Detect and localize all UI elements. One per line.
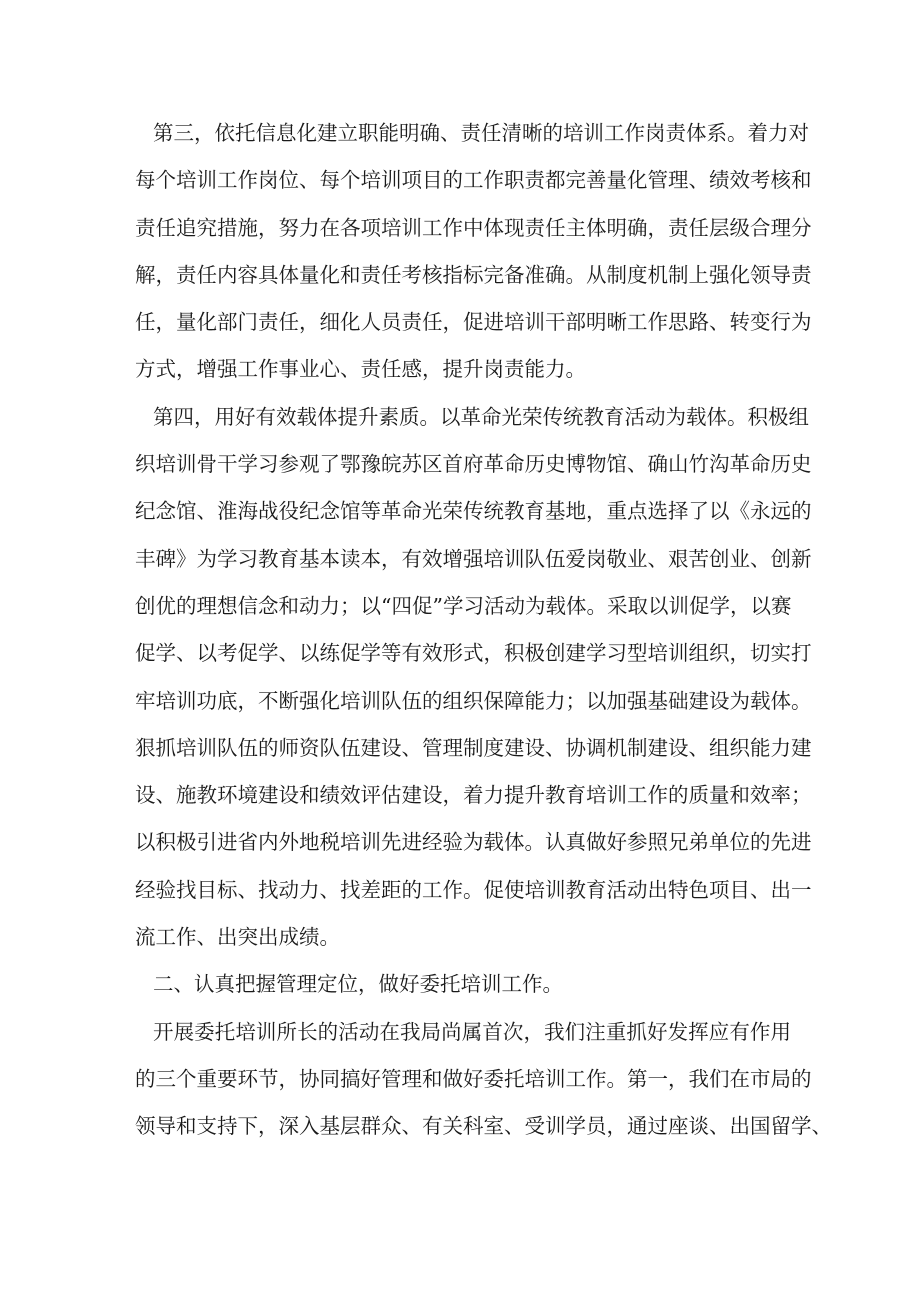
paragraph-line: 第三，依托信息化建立职能明确、责任清晰的培训工作岗责体系。着力对	[153, 121, 809, 145]
paragraph-line: 牢培训功底，不断强化培训队伍的组织保障能力；以加强基础建设为载体。	[135, 688, 812, 713]
paragraph-line: 责任追究措施，努力在各项培训工作中体现责任主体明确，责任层级合理分	[135, 215, 812, 240]
paragraph-line: 领导和支持下，深入基层群众、有关科室、受训学员，通过座谈、出国留学、	[135, 1114, 832, 1139]
paragraph-line: 经验找目标、找动力、找差距的工作。促使培训教育活动出特色项目、出一	[135, 877, 812, 902]
paragraph-line: 开展委托培训所长的活动在我局尚属首次，我们注重抓好发挥应有作用	[153, 1019, 791, 1044]
paragraph-line: 方式，增强工作事业心、责任感，提升岗责能力。	[135, 357, 586, 382]
paragraph-line: 的三个重要环节，协同搞好管理和做好委托培训工作。第一，我们在市局的	[135, 1066, 812, 1091]
paragraph-line: 创优的理想信念和动力；以“四促”学习活动为载体。采取以训促学，以赛	[135, 593, 792, 618]
paragraph-line: 流工作、出突出成绩。	[135, 925, 340, 950]
paragraph-line: 设、施教环境建设和绩效评估建设，着力提升教育培训工作的质量和效率；	[135, 783, 812, 808]
paragraph-line: 以积极引进省内外地税培训先进经验为载体。认真做好参照兄弟单位的先进	[135, 830, 812, 855]
paragraph-line: 织培训骨干学习参观了鄂豫皖苏区首府革命历史博物馆、确山竹沟革命历史	[135, 452, 812, 477]
paragraph-line: 促学、以考促学、以练促学等有效形式，积极创建学习型培训组织，切实打	[135, 641, 812, 666]
paragraph-line: 解，责任内容具体量化和责任考核指标完备准确。从制度机制上强化领导责	[135, 262, 812, 287]
paragraph-line: 每个培训工作岗位、每个培训项目的工作职责都完善量化管理、绩效考核和	[135, 168, 812, 193]
section-heading: 二、认真把握管理定位，做好委托培训工作。	[153, 972, 563, 997]
paragraph-line: 第四，用好有效载体提升素质。以革命光荣传统教育活动为载体。积极组	[153, 404, 809, 429]
paragraph-line: 丰碑》为学习教育基本读本，有效增强培训队伍爱岗敬业、艰苦创业、创新	[135, 546, 812, 571]
paragraph-line: 狠抓培训队伍的师资队伍建设、管理制度建设、协调机制建设、组织能力建	[135, 735, 812, 760]
paragraph-line: 纪念馆、淮海战役纪念馆等革命光荣传统教育基地，重点选择了以《永远的	[135, 499, 812, 524]
document-body	[135, 110, 832, 1151]
paragraph-line: 任，量化部门责任，细化人员责任，促进培训干部明晰工作思路、转变行为	[135, 310, 812, 335]
